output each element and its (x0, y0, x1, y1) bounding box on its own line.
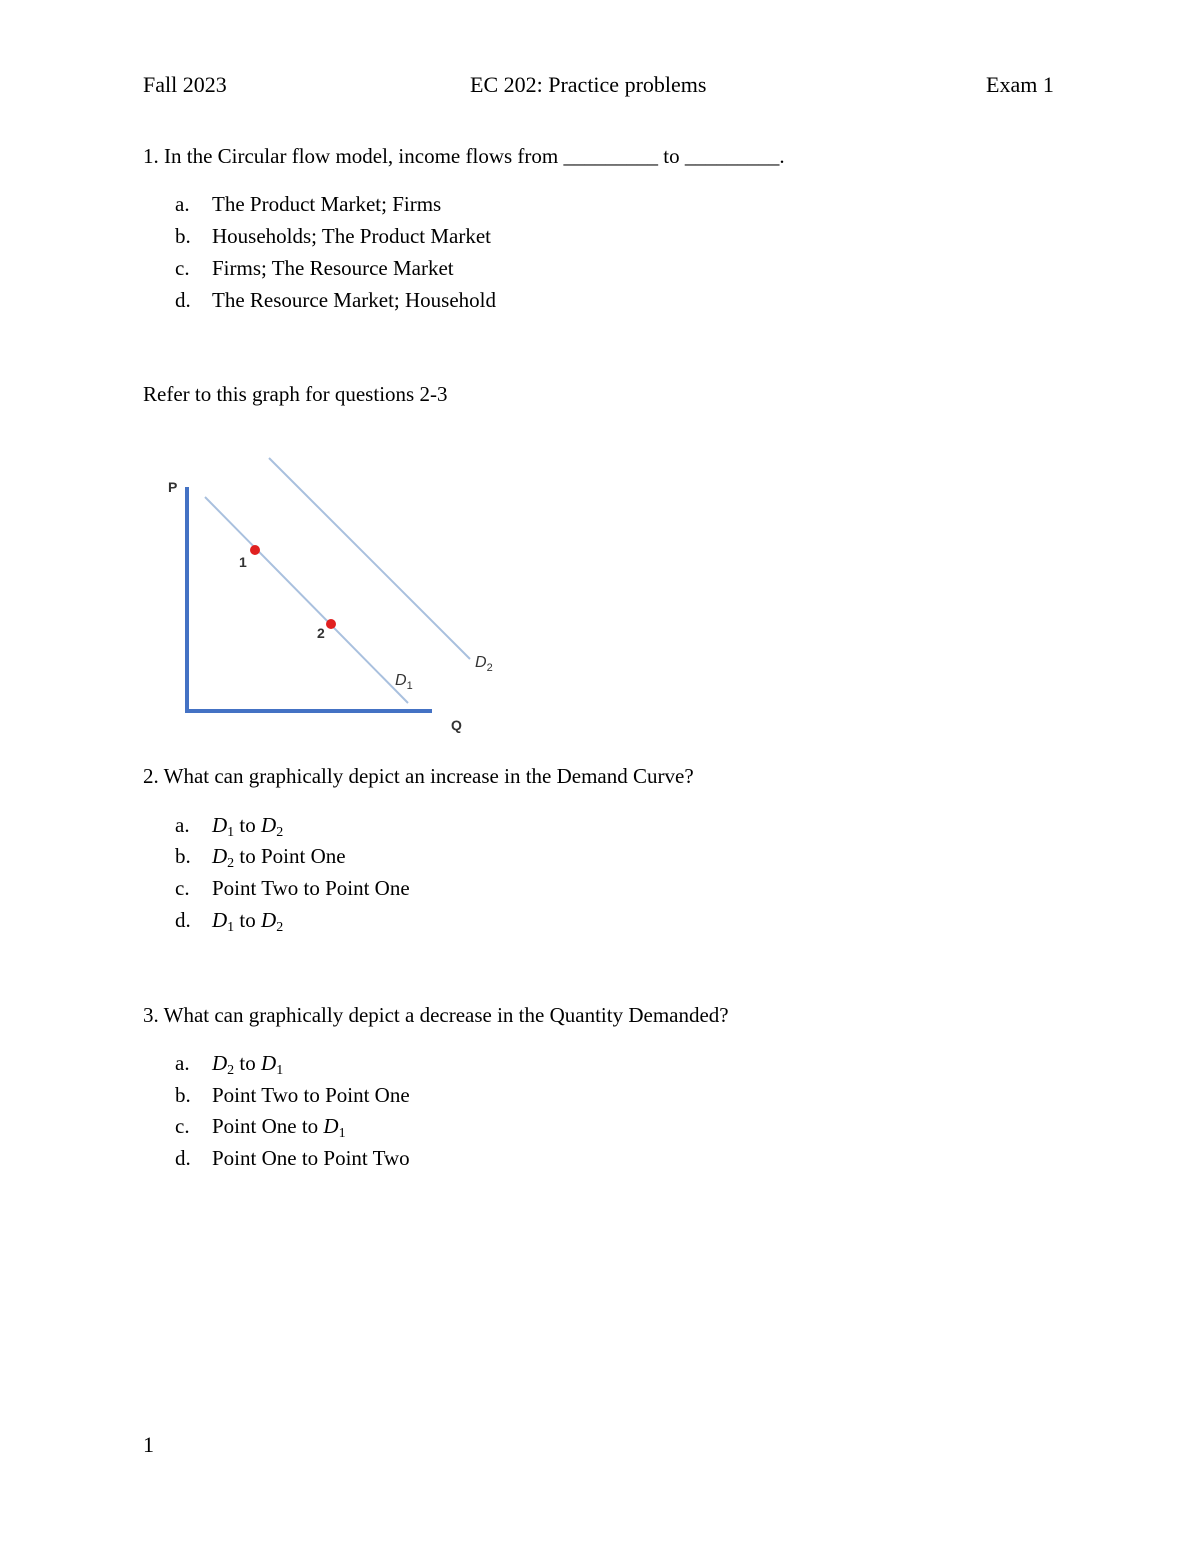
d2-curve-label: $D_2$ (475, 654, 493, 674)
demand-curve-d2 (269, 458, 470, 659)
q1-option-c: c. Firms; The Resource Market (175, 256, 454, 280)
q2-option-d: d. $D_1$ to $D_2$ (175, 908, 284, 935)
header-right: Exam 1 (986, 72, 1054, 97)
question-3: 3. What can graphically depict a decrease in the Quantity Demanded? (143, 1003, 729, 1027)
header-title: EC 202: Practice problems (470, 72, 707, 97)
quantity-axis-label: Q (451, 717, 462, 733)
question-1: 1. In the Circular flow model, income flows from _________ to _________. (143, 144, 785, 168)
refer-instruction: Refer to this graph for questions 2-3 (143, 382, 448, 406)
demand-curve-d1 (205, 497, 408, 703)
page-number: 1 (143, 1432, 154, 1457)
price-axis-label: P (168, 479, 178, 495)
question-2: 2. What can graphically depict an increase in the Demand Curve? (143, 764, 694, 788)
demand-graph (0, 0, 600, 760)
header-left: Fall 2023 (143, 72, 227, 97)
q2-option-a: a. $D_1$ to $D_2$ (175, 813, 284, 840)
point-1 (250, 545, 260, 555)
point-2-label: 2 (317, 625, 325, 641)
q3-option-d: d. Point One to Point Two (175, 1146, 410, 1170)
q2-option-b: b. $D_2$ to Point One (175, 844, 346, 871)
d1-curve-label: $D_1$ (395, 672, 413, 692)
q1-option-b: b. Households; The Product Market (175, 224, 491, 248)
point-2 (326, 619, 336, 629)
q3-option-a: a. $D_2$ to $D_1$ (175, 1051, 284, 1078)
q2-option-c: c. Point Two to Point One (175, 876, 410, 900)
q3-option-b: b. Point Two to Point One (175, 1083, 410, 1107)
q3-option-c: c. Point One to $D_1$ (175, 1114, 346, 1141)
point-1-label: 1 (239, 554, 247, 570)
q1-option-d: d. The Resource Market; Household (175, 288, 497, 312)
q1-option-a: a. The Product Market; Firms (175, 192, 442, 216)
